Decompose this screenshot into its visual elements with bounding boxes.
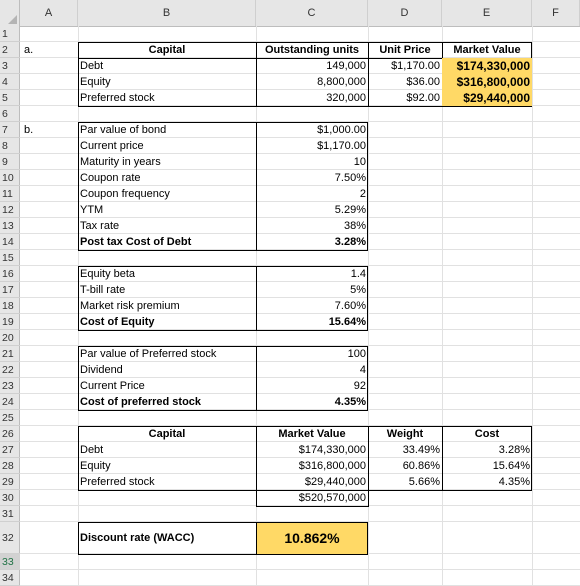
section-b-label[interactable]: b. [24, 124, 34, 136]
wacc-row-name[interactable]: Equity [80, 460, 111, 472]
row-header[interactable]: 1 [0, 26, 20, 42]
row-header[interactable]: 22 [0, 362, 20, 378]
section-a-label[interactable]: a. [24, 44, 34, 56]
cost-of-preferred-label[interactable]: Cost of preferred stock [80, 396, 202, 408]
column-header-a[interactable]: A [20, 0, 78, 26]
row-header[interactable]: 15 [0, 250, 20, 266]
wacc-row-cost[interactable]: 4.35% [498, 476, 530, 488]
param-value[interactable]: 5% [350, 284, 366, 296]
unit-price-cell[interactable]: $92.00 [406, 92, 440, 104]
market-value-header[interactable]: Market Value [453, 44, 521, 56]
capital-name-cell[interactable]: Preferred stock [80, 92, 155, 104]
row-header[interactable]: 11 [0, 186, 20, 202]
gridline [20, 569, 580, 570]
cost-of-debt-value[interactable]: 3.28% [334, 236, 366, 248]
param-label[interactable]: Maturity in years [80, 156, 161, 168]
cost-of-debt-label[interactable]: Post tax Cost of Debt [80, 236, 192, 248]
capital-header[interactable]: Capital [148, 44, 186, 56]
wacc-row-name[interactable]: Preferred stock [80, 476, 155, 488]
wacc-row-weight[interactable]: 60.86% [402, 460, 440, 472]
cost-of-equity-value[interactable]: 15.64% [328, 316, 366, 328]
row-header[interactable]: 34 [0, 570, 20, 586]
row-header[interactable]: 3 [0, 58, 20, 74]
row-header[interactable]: 4 [0, 74, 20, 90]
wacc-total-mv[interactable]: $520,570,000 [298, 492, 366, 504]
unit-price-cell[interactable]: $1,170.00 [391, 60, 440, 72]
param-label[interactable]: Coupon rate [80, 172, 141, 184]
wacc-market-value-header[interactable]: Market Value [278, 428, 346, 440]
market-value-cell[interactable]: $29,440,000 [442, 90, 532, 106]
wacc-row-weight[interactable]: 33.49% [402, 444, 440, 456]
param-value[interactable]: 100 [347, 348, 366, 360]
row-header[interactable]: 16 [0, 266, 20, 282]
param-label[interactable]: Market risk premium [80, 300, 180, 312]
param-value[interactable]: 2 [359, 188, 366, 200]
row-header[interactable]: 23 [0, 378, 20, 394]
column-header-d[interactable]: D [368, 0, 442, 26]
outstanding-units-header[interactable]: Outstanding units [264, 44, 360, 56]
param-label[interactable]: Coupon frequency [80, 188, 170, 200]
gridline [442, 26, 443, 585]
row-header[interactable]: 30 [0, 490, 20, 506]
units-cell[interactable]: 320,000 [326, 92, 366, 104]
row-header[interactable]: 5 [0, 90, 20, 106]
row-header[interactable]: 12 [0, 202, 20, 218]
column-header-c[interactable]: C [256, 0, 368, 26]
row-header[interactable]: 9 [0, 154, 20, 170]
select-all-triangle-icon [8, 15, 17, 24]
row-header[interactable]: 24 [0, 394, 20, 410]
wacc-weight-header[interactable]: Weight [386, 428, 424, 440]
wacc-row-cost[interactable]: 3.28% [498, 444, 530, 456]
unit-price-header[interactable]: Unit Price [379, 44, 431, 56]
param-value[interactable]: 92 [353, 380, 366, 392]
wacc-row-mv[interactable]: $174,330,000 [298, 444, 366, 456]
cost-of-preferred-value[interactable]: 4.35% [334, 396, 366, 408]
row-header[interactable]: 33 [0, 554, 20, 570]
wacc-value[interactable]: 10.862% [257, 523, 367, 554]
row-header-bar [0, 26, 20, 585]
param-value[interactable]: 10 [353, 156, 366, 168]
gridline [532, 26, 533, 585]
gridline [20, 521, 580, 522]
param-value[interactable]: 7.50% [334, 172, 366, 184]
select-all-corner[interactable] [0, 0, 20, 26]
param-value[interactable]: 1.4 [350, 268, 366, 280]
capital-name-cell[interactable]: Debt [80, 60, 104, 72]
row-header[interactable]: 18 [0, 298, 20, 314]
param-label[interactable]: Current price [80, 140, 144, 152]
row-header[interactable]: 19 [0, 314, 20, 330]
column-header-e[interactable]: E [442, 0, 532, 26]
row-header[interactable]: 25 [0, 410, 20, 426]
wacc-row-mv[interactable]: $316,800,000 [298, 460, 366, 472]
param-value[interactable]: 7.60% [334, 300, 366, 312]
wacc-label[interactable]: Discount rate (WACC) [80, 532, 195, 544]
param-value[interactable]: $1,000.00 [317, 124, 366, 136]
column-header-f[interactable]: F [532, 0, 580, 26]
row-header[interactable]: 27 [0, 442, 20, 458]
column-header-bar [0, 0, 580, 27]
wacc-capital-header[interactable]: Capital [148, 428, 186, 440]
market-value-cell[interactable]: $316,800,000 [442, 74, 532, 90]
param-label[interactable]: Par value of bond [80, 124, 167, 136]
param-value[interactable]: $1,170.00 [317, 140, 366, 152]
param-label[interactable]: Equity beta [80, 268, 136, 280]
column-header-b[interactable]: B [78, 0, 256, 26]
wacc-row-mv[interactable]: $29,440,000 [304, 476, 366, 488]
worksheet-grid[interactable] [20, 26, 580, 585]
row-header[interactable]: 2 [0, 42, 20, 58]
row-header[interactable]: 26 [0, 426, 20, 442]
capital-name-cell[interactable]: Equity [80, 76, 111, 88]
row-header[interactable]: 32 [0, 522, 20, 554]
row-header[interactable]: 28 [0, 458, 20, 474]
row-header[interactable]: 13 [0, 218, 20, 234]
row-header[interactable]: 31 [0, 506, 20, 522]
param-label[interactable]: Par value of Preferred stock [80, 348, 217, 360]
market-value-cell[interactable]: $174,330,000 [442, 58, 532, 74]
wacc-row-name[interactable]: Debt [80, 444, 104, 456]
units-cell[interactable]: 8,800,000 [317, 76, 366, 88]
row-header[interactable]: 8 [0, 138, 20, 154]
cost-of-equity-label[interactable]: Cost of Equity [80, 316, 155, 328]
units-cell[interactable]: 149,000 [326, 60, 366, 72]
row-header[interactable]: 14 [0, 234, 20, 250]
param-value[interactable]: 5.29% [334, 204, 366, 216]
wacc-total-rule [256, 506, 369, 507]
unit-price-cell[interactable]: $36.00 [406, 76, 440, 88]
row-header[interactable]: 21 [0, 346, 20, 362]
row-header[interactable]: 29 [0, 474, 20, 490]
row-header[interactable]: 10 [0, 170, 20, 186]
row-header[interactable]: 20 [0, 330, 20, 346]
wacc-row-cost[interactable]: 15.64% [492, 460, 530, 472]
param-value[interactable]: 38% [343, 220, 366, 232]
param-value[interactable]: 4 [359, 364, 366, 376]
param-label[interactable]: YTM [80, 204, 104, 216]
wacc-cost-header[interactable]: Cost [474, 428, 500, 440]
row-header[interactable]: 17 [0, 282, 20, 298]
param-label[interactable]: Dividend [80, 364, 123, 376]
param-label[interactable]: Current Price [80, 380, 145, 392]
wacc-row-weight[interactable]: 5.66% [408, 476, 440, 488]
param-label[interactable]: T-bill rate [80, 284, 126, 296]
param-label[interactable]: Tax rate [80, 220, 120, 232]
row-header[interactable]: 6 [0, 106, 20, 122]
row-header[interactable]: 7 [0, 122, 20, 138]
